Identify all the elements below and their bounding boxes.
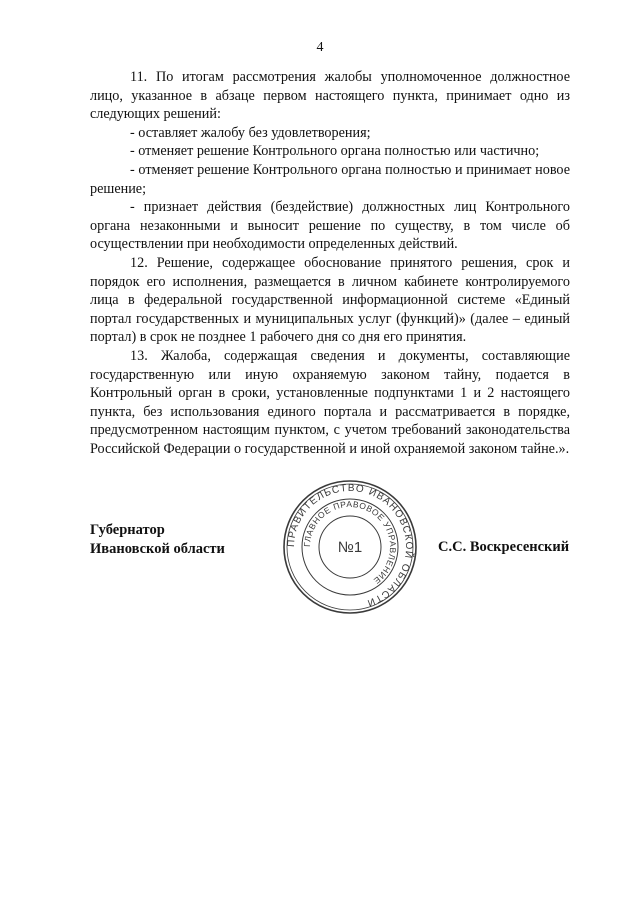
- official-seal: [280, 477, 420, 617]
- seal-outer-textpath: ПРАВИТЕЛЬСТВО ИВАНОВСКОЙ ОБЛАСТИ: [285, 482, 415, 609]
- signatory-region: Ивановской области: [90, 541, 225, 557]
- seal-graphic: [280, 477, 420, 617]
- signatory-title: Губернатор: [90, 522, 165, 538]
- paragraph-12: 12. Решение, содержащее обоснование принятого решения, срок и порядок его исполнения, размещается в личном кабинете контролируемого лица в федеральной государственной информационной системе «Единый портал государственных и муниципальных услуг (функций)» (далее – единый портал) в срок не позднее 1 рабочего дня со дня его принятия.: [90, 254, 570, 346]
- document-body: [90, 68, 570, 458]
- seal-inner-textpath: ГЛАВНОЕ ПРАВОВОЕ УПРАВЛЕНИЕ: [301, 498, 399, 587]
- page-number: 4: [316, 40, 324, 55]
- signatory-name: С.С. Воскресенский: [438, 539, 570, 555]
- paragraph-13: 13. Жалоба, содержащая сведения и документы, составляющие государственную или иную охраняемую законом тайну, подается в Контрольный орган в сроки, установленные подпунктами 1 и 2 настоящего пункта, без использования единого портала и рассматривается в порядке, предусмотренном настоящим пунктом, с учетом требований законодательства Российской Федерации о государственной и иной охраняемой законом тайне.».: [90, 347, 570, 457]
- option-leave-without-satisfaction: - оставляет жалобу без удовлетворения;: [130, 124, 371, 141]
- signatory-position: [90, 521, 225, 559]
- option-cancel-and-new-decision: - отменяет решение Контрольного органа полностью и принимает новое решение;: [90, 161, 570, 197]
- option-cancel-decision-partially: - отменяет решение Контрольного органа полностью или частично;: [130, 143, 540, 160]
- paragraph-11: 11. По итогам рассмотрения жалобы уполномоченное должностное лицо, указанное в абзаце первом настоящего пункта, принимает одно из следующих решений:: [90, 69, 570, 123]
- option-recognize-unlawful: - признает действия (бездействие) должностных лиц Контрольного органа незаконными и выносит решение по существу, в том числе об осуществлении при необходимости определенных действий.: [90, 199, 570, 253]
- seal-number: №1: [337, 539, 363, 556]
